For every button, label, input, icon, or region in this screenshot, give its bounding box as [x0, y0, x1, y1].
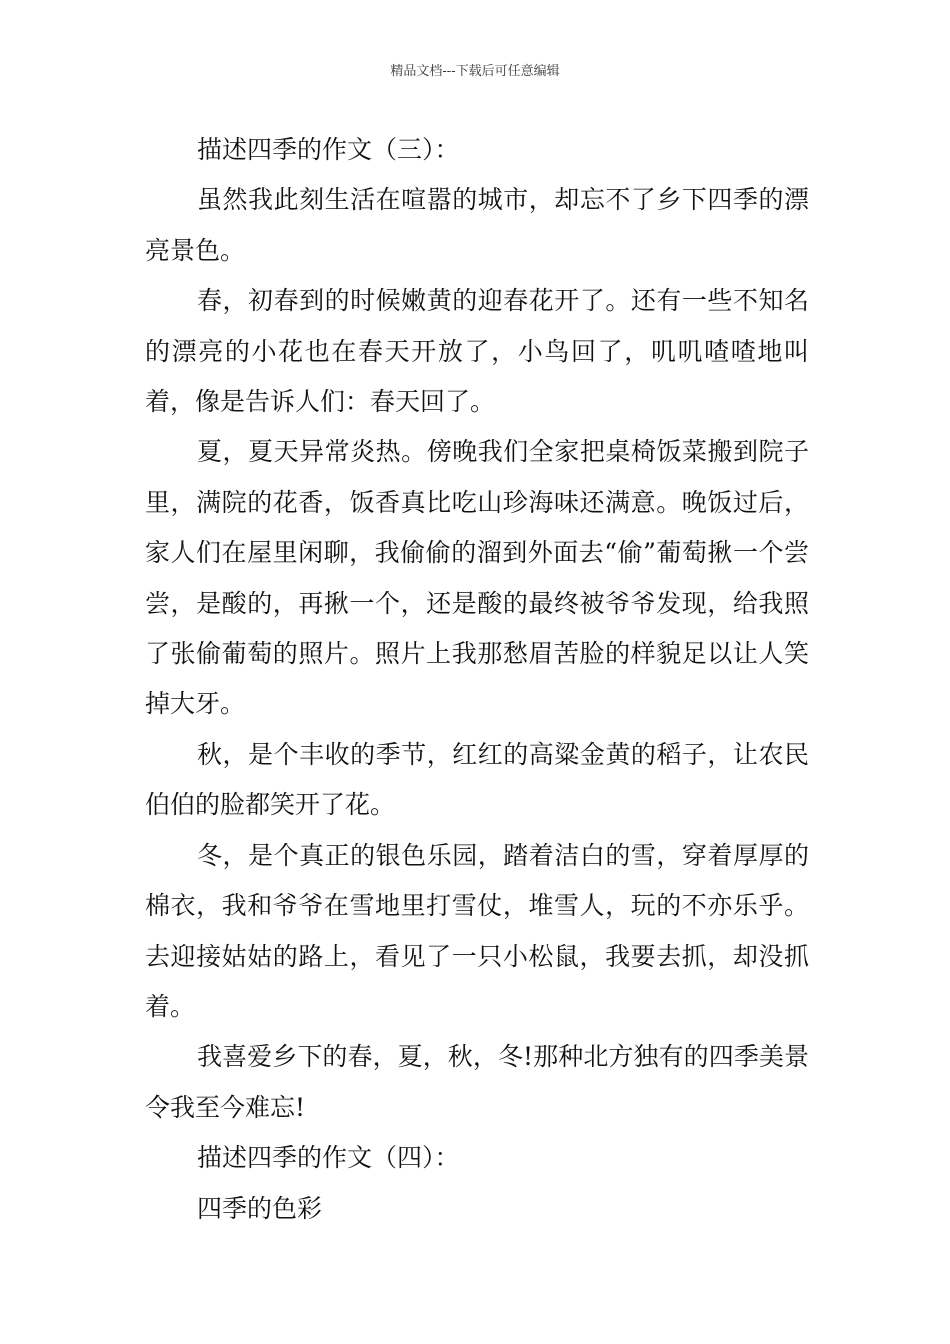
paragraph-summer: 夏，夏天异常炎热。傍晚我们全家把桌椅饭菜搬到院子里，满院的花香，饭香真比吃山珍海味还满意。晚饭过后，家人们在屋里闲聊，我偷偷的溜到外面去“偷”葡萄揪一个尝尝，是酸的，再揪一个，还是酸的最终被爷爷发现，给我照了张偷葡萄的照片。照片上我那愁眉苦脸的样貌足以让人笑掉大牙。 [145, 437, 809, 719]
essay-heading-3: 描述四季的作文（三）： [197, 135, 460, 164]
essay-heading-4: 描述四季的作文（四）： [197, 1143, 460, 1173]
paragraph-intro: 虽然我此刻生活在喧嚣的城市，却忘不了乡下四季的漂亮景色。 [145, 185, 809, 265]
page-header: 精品文档---下载后可任意编辑 [390, 64, 560, 79]
paragraph-spring: 春，初春到的时候嫩黄的迎春花开了。还有一些不知名的漂亮的小花也在春天开放了，小鸟回了，叽叽喳喳地叫着，像是告诉人们：春天回了。 [145, 286, 809, 417]
essay-subtitle: 四季的色彩 [197, 1193, 323, 1223]
document-body [145, 125, 809, 1234]
paragraph-winter: 冬，是个真正的银色乐园，踏着洁白的雪，穿着厚厚的棉衣，我和爷爷在雪地里打雪仗，堆雪人，玩的不亦乐乎。去迎接姑姑的路上，看见了一只小松鼠，我要去抓，却没抓着。 [145, 840, 809, 1021]
paragraph-conclusion: 我喜爱乡下的春，夏，秋，冬!那种北方独有的四季美景令我至今难忘! [145, 1042, 809, 1122]
paragraph-autumn: 秋，是个丰收的季节，红红的高粱金黄的稻子，让农民伯伯的脸都笑开了花。 [145, 739, 809, 820]
